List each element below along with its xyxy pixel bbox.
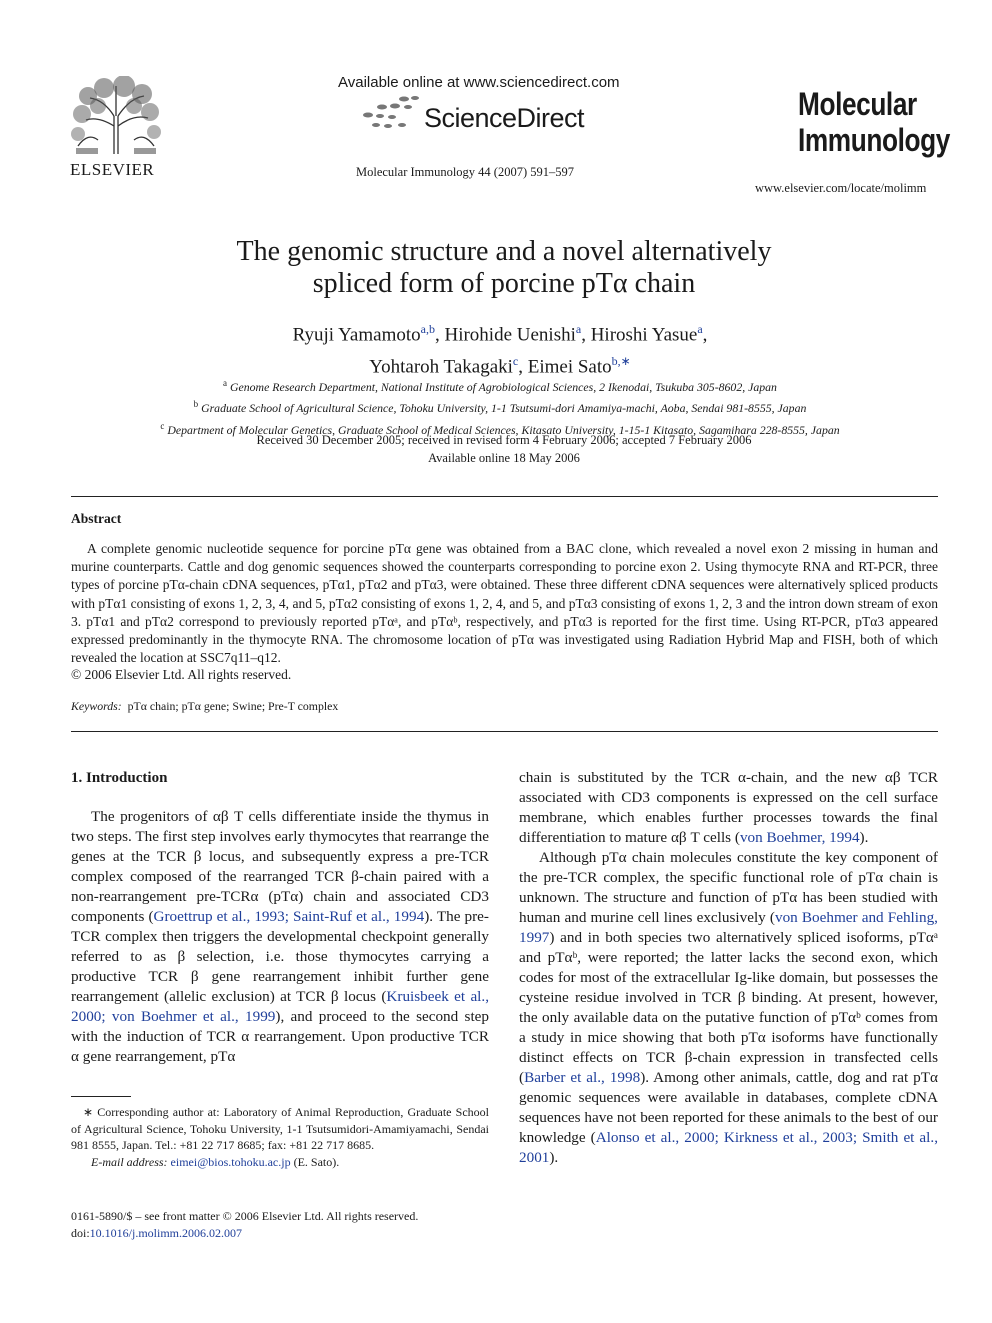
author-separator: , [434,324,445,346]
author-list [0,316,992,381]
affiliation-text: Genome Research Department, National Institute of Agrobiological Sciences, 2 Ikenodai, Tsukuba 305-8602, Japan [230,379,777,394]
author-affiliation-mark[interactable]: a,b [420,322,435,336]
author-affiliation-mark[interactable]: a [575,322,582,336]
text-run: The progenitors of αβ T cells differentiate inside the thymus in two steps. The first step involves early thymocytes that rearrange the genes at the TCR β locus, and subsequently express a pre-TCR complex composed of the rearranged TCR β-chain paired with a non-rearrangement pre-TCRα (pTα) chain and associated CD3 components ( [71,808,489,925]
abstract-body [71,540,938,667]
affiliation-mark: c [160,420,165,431]
affiliation-text: Department of Molecular Genetics, Graduate School of Medical Sciences, Kitasato University, 1-15-1 Kitasato, Sagamihara 228-8555, Japan [167,422,840,437]
affiliations [0,375,992,439]
citation-link[interactable]: Groettrup et al., 1993; Saint-Ruf et al., 1994 [153,908,425,925]
email-link[interactable]: eimei@bios.tohoku.ac.jp [170,1154,291,1169]
affiliation-item [0,375,992,396]
available-online-text: Available online at www.sciencedirect.com [338,74,620,91]
author-name: Hirohide Uenishi [444,324,576,346]
email-label: E-mail address: [91,1154,168,1169]
paper-title-line2: spliced form of porcine pTα chain [312,268,696,299]
author-name: Hiroshi Yasue [590,324,698,346]
abstract-heading: Abstract [71,511,122,526]
publisher-name: ELSEVIER [70,160,155,179]
affiliation-mark: b [193,399,199,410]
intro-paragraph-2 [519,848,938,1168]
body-column-left [71,807,489,1067]
paper-title-line1: The genomic structure and a novel alternatively [236,236,772,267]
article-history [0,432,992,467]
doi-label: doi: [71,1225,90,1240]
paper-title [0,236,992,300]
author-separator: , [518,356,528,378]
text-run: ). The pre-TCR complex then triggers the developmental checkpoint generally referred to as β selection, i.e. those thymocytes carrying a productive TCR β gene rearrangement inhibit further gene rearrangement (allelic exclusion) at TCR β locus ( [71,908,489,1005]
journal-title-line1: Molecular [798,86,917,122]
citation-link[interactable]: Alonso et al., 2000; Kirkness et al., 2003; Smith et al., 2001 [519,1129,938,1166]
text-run: ), and proceed to the second step with the induction of TCR α rearrangement. Upon productive TCR α gene rearrangement, pTα [71,1008,490,1065]
abstract-copyright: © 2006 Elsevier Ltd. All rights reserved. [71,667,292,682]
journal-url[interactable]: www.elsevier.com/locate/molimm [755,181,927,195]
sciencedirect-logo: ScienceDirect [424,103,585,133]
intro-paragraph-1-cont [519,768,938,848]
footnote-text: ∗ Corresponding author at: Laboratory of Animal Reproduction, Graduate School of Agricultural Science, Tohoku University, 1-1 Tsutsumidori-Amamiyamachi, Sendai 981 8555, Japan. Tel.: +81 22 717 8685; fax: +81 22 717 8685. [71,1105,489,1152]
corresponding-author-footnote [71,1104,489,1170]
journal-reference: Molecular Immunology 44 (2007) 591–597 [355,165,575,179]
sciencedirect-dots-icon [362,95,422,133]
body-column-right [519,768,938,1168]
abstract-text: A complete genomic nucleotide sequence for porcine pTα gene was obtained from a BAC clone, which revealed a novel exon 2 missing in human and murine counterparts. Cattle and dog genomic sequences showed the counterparts corresponding to porcine exon 2. Using thymocyte RNA and RT-PCR, three types of porcine pTα-chain cDNA sequences, pTα1, pTα2 and pTα3, were obtained. These three different cDNA sequences were alternatively spliced products with pTα1 consisting of exons 1, 2, 3, 4, and 5, pTα2 consisting of exons 1, 2, 4, and 5, and pTα3 consisting of exons 1, 2, 3 and the intron down stream of exon 3. pTα1 and pTα2 correspond to previously reported pTαᵃ, and pTαᵇ, respectively, and pTα3 is reported for the first time. Using RT-PCR, pTα3 appeared expressed predominantly in the thymocyte RNA. The chromosome location of pTα was investigated using Radiation Hybrid Map and FISH, both of which revealed the location at SSC7q11–q12. [71,541,938,666]
author-affiliation-mark[interactable]: c [512,354,519,369]
author-affiliation-mark[interactable]: a [697,322,703,336]
divider-bottom [71,731,938,732]
text-run: chain is substituted by the TCR α-chain, and the new αβ TCR associated with CD3 components is expressed on the cell surface membrane, which enables further processes towards the final differentiation to mature αβ T cells ( [519,769,938,846]
citation-link[interactable]: von Boehmer, 1994 [739,829,860,846]
author-affiliation-mark[interactable]: b,∗ [611,354,631,369]
footnote-rule [71,1096,131,1097]
citation-link[interactable]: von Boehmer and Fehling, 1997 [519,909,938,946]
keywords [71,699,338,714]
text-run: Although pTα chain molecules constitute the key component of the pre-TCR complex, the specific functional role of pTα chain is unknown. The structure and function of pTα has been studied with human and murine cell lines exclusively ( [519,849,938,926]
available-online-date: Available online 18 May 2006 [428,450,580,465]
text-run: ). [859,829,869,846]
affiliation-item [0,396,992,417]
author-separator: , [581,324,591,346]
text-run: ). [549,1149,559,1166]
issn-doi-block [71,1208,418,1241]
citation-link[interactable]: Kruisbeek et al., 2000; von Boehmer et al., 1999 [71,988,489,1025]
citation-link[interactable]: Barber et al., 1998 [524,1069,641,1086]
author-name: Eimei Sato [527,356,612,378]
text-run: ) and in both species two alternatively spliced isoforms, pTαᵃ and pTαᵇ, were reported; the latter lacks the second exon, which codes for most of the extracellular Ig-like domain, but possesses the cysteine residue involved in TCR β binding. At present, however, the only available data on the putative function of pTαᵇ comes from a study in mice showing that both pTα isoforms have functionally distinct effects on TCR β-chain expression in transfected cells ( [519,929,938,1086]
intro-paragraph-1 [71,807,489,1067]
journal-title-line2: Immunology [798,122,950,158]
text-run: ). Among other animals, cattle, dog and rat pTα genomic sequences were available in databases, complete cDNA sequences have not been reported for these animals to the best of our knowledge ( [519,1069,938,1146]
keywords-label: Keywords: [71,699,122,713]
section-heading-introduction: 1. Introduction [71,770,168,786]
issn-line: 0161-5890/$ – see front matter © 2006 Elsevier Ltd. All rights reserved. [71,1209,419,1223]
email-tail: (E. Sato). [290,1154,340,1169]
journal-title-logo [798,86,950,158]
keywords-list: pTα chain; pTα gene; Swine; Pre-T complex [127,699,339,713]
received-dates: Received 30 December 2005; received in revised form 4 February 2006; accepted 7 February 2006 [256,433,752,447]
author-name: Yohtaroh Takagaki [369,356,513,378]
author-separator: , [702,324,708,346]
doi-link[interactable]: 10.1016/j.molimm.2006.02.007 [89,1225,243,1240]
affiliation-text: Graduate School of Agricultural Science, Tohoku University, 1-1 Tsutsumi-dori Amamiya-machi, Aoba, Sendai 981-8555, Japan [201,401,807,416]
author-name: Ryuji Yamamoto [292,324,421,346]
divider-top [71,496,938,497]
affiliation-mark: a [223,378,228,388]
